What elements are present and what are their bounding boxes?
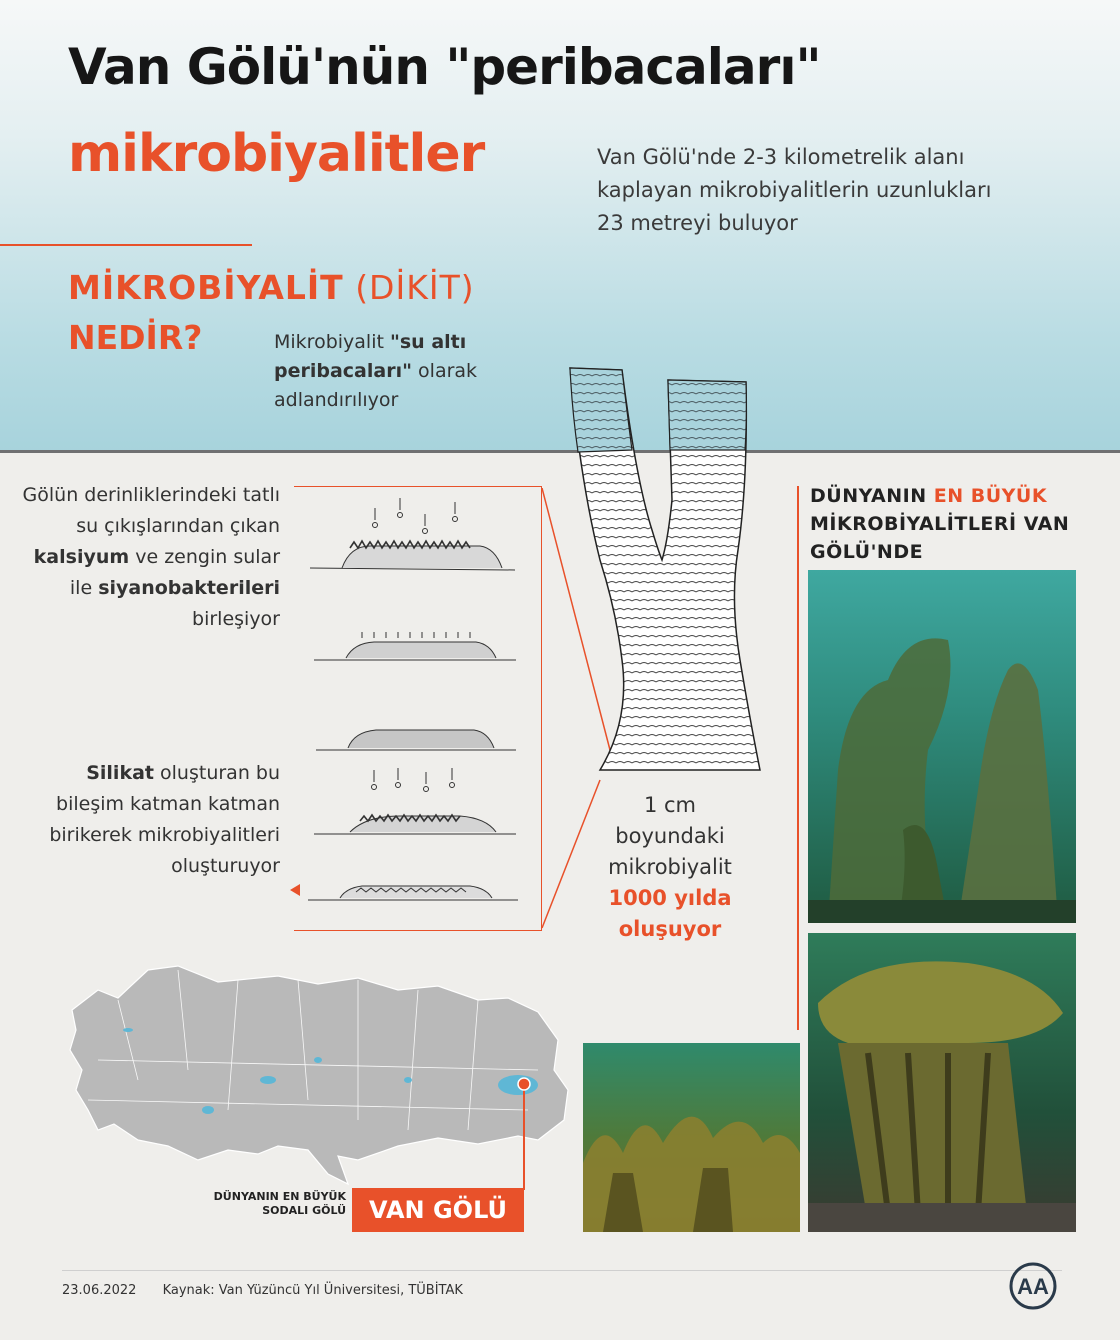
layer-stage-5: [308, 886, 518, 900]
underwater-photo-2: [808, 933, 1076, 1232]
growth-highlight-2: oluşuyor: [618, 917, 722, 941]
layer-stage-3: [316, 730, 516, 750]
van-lake-marker: [518, 1078, 530, 1090]
question-heading: [68, 268, 475, 307]
growth-line-3: mikrobiyalit: [608, 855, 732, 879]
largest-microbialites-heading: [810, 482, 1090, 566]
growth-line-2: boyundaki: [615, 824, 725, 848]
underwater-photo-3: [583, 1043, 800, 1232]
p1-text-2: ve zengin sular ile: [69, 546, 280, 599]
p2-bold-silicate: Silikat: [86, 762, 154, 784]
question-heading-2: NEDİR?: [68, 318, 203, 357]
footer-source: Kaynak: Van Yüzüncü Yıl Üniversitesi, TÜBİTAK: [162, 1283, 463, 1298]
question-description: [274, 328, 514, 415]
svg-text:AA: AA: [1017, 1274, 1049, 1299]
page-title-highlight: mikrobiyalitler: [68, 124, 485, 184]
divider: [0, 244, 252, 246]
aa-logo-icon: [1004, 1262, 1062, 1310]
layer-stage-1: [310, 498, 515, 570]
map-shape: [70, 966, 568, 1184]
layer-stage-2: [314, 632, 516, 660]
desc-text-end: olarak adlandırılıyor: [274, 360, 478, 411]
question-term: MİKROBİYALİT: [68, 268, 344, 307]
microbialite-mushroom-image: [808, 933, 1076, 1232]
p1-bold-cyano: siyanobakterileri: [98, 577, 280, 599]
van-lake-label: VAN GÖLÜ: [352, 1188, 524, 1232]
process-step-1: [20, 480, 280, 635]
process-step-2: [40, 758, 280, 882]
growth-rate-text: [600, 790, 740, 945]
heading-highlight: EN BÜYÜK: [933, 485, 1048, 507]
footer-divider: [62, 1270, 1062, 1271]
microbialite-towers-image: [808, 570, 1076, 923]
growth-highlight-1: 1000 yılda: [608, 886, 732, 910]
p1-text-3: birleşiyor: [192, 608, 280, 630]
heading-text: DÜNYANIN: [810, 485, 934, 507]
arrow-left-icon: [290, 884, 300, 896]
page-title: Van Gölü'nün "peribacaları": [68, 38, 821, 96]
question-paren: (DİKİT): [355, 268, 475, 307]
p2-text: oluşturan bu bileşim katman katman birikerek mikrobiyalitleri oluşturuyor: [49, 762, 280, 877]
footer: [62, 1283, 485, 1298]
microbialite-column-illustration: [560, 360, 780, 780]
growth-line-1: 1 cm: [643, 793, 697, 817]
lake-caption: DÜNYANIN EN BÜYÜK SODALI GÖLÜ: [213, 1190, 346, 1217]
desc-bold: "su altı peribacaları": [274, 331, 467, 382]
desc-text: Mikrobiyalit: [274, 331, 390, 353]
right-accent-line: [797, 486, 799, 1030]
subtitle: Van Gölü'nde 2-3 kilometrelik alanı kaplayan mikrobiyalitlerin uzunlukları 23 metreyi buluyor: [597, 145, 992, 235]
p1-bold-calcium: kalsiyum: [33, 546, 130, 568]
heading-text-2: MİKROBİYALİTLERİ VAN GÖLÜ'NDE: [810, 513, 1070, 563]
turkey-map: [58, 960, 578, 1190]
footer-date: 23.06.2022: [62, 1283, 137, 1298]
microbialite-field-image: [583, 1043, 800, 1232]
aa-logo: [1004, 1262, 1062, 1310]
underwater-photo-1: [808, 570, 1076, 923]
p1-text: Gölün derinliklerindeki tatlı su çıkışlarından çıkan: [22, 484, 280, 537]
connector-line: [542, 780, 600, 928]
layer-stage-4: [314, 768, 516, 834]
